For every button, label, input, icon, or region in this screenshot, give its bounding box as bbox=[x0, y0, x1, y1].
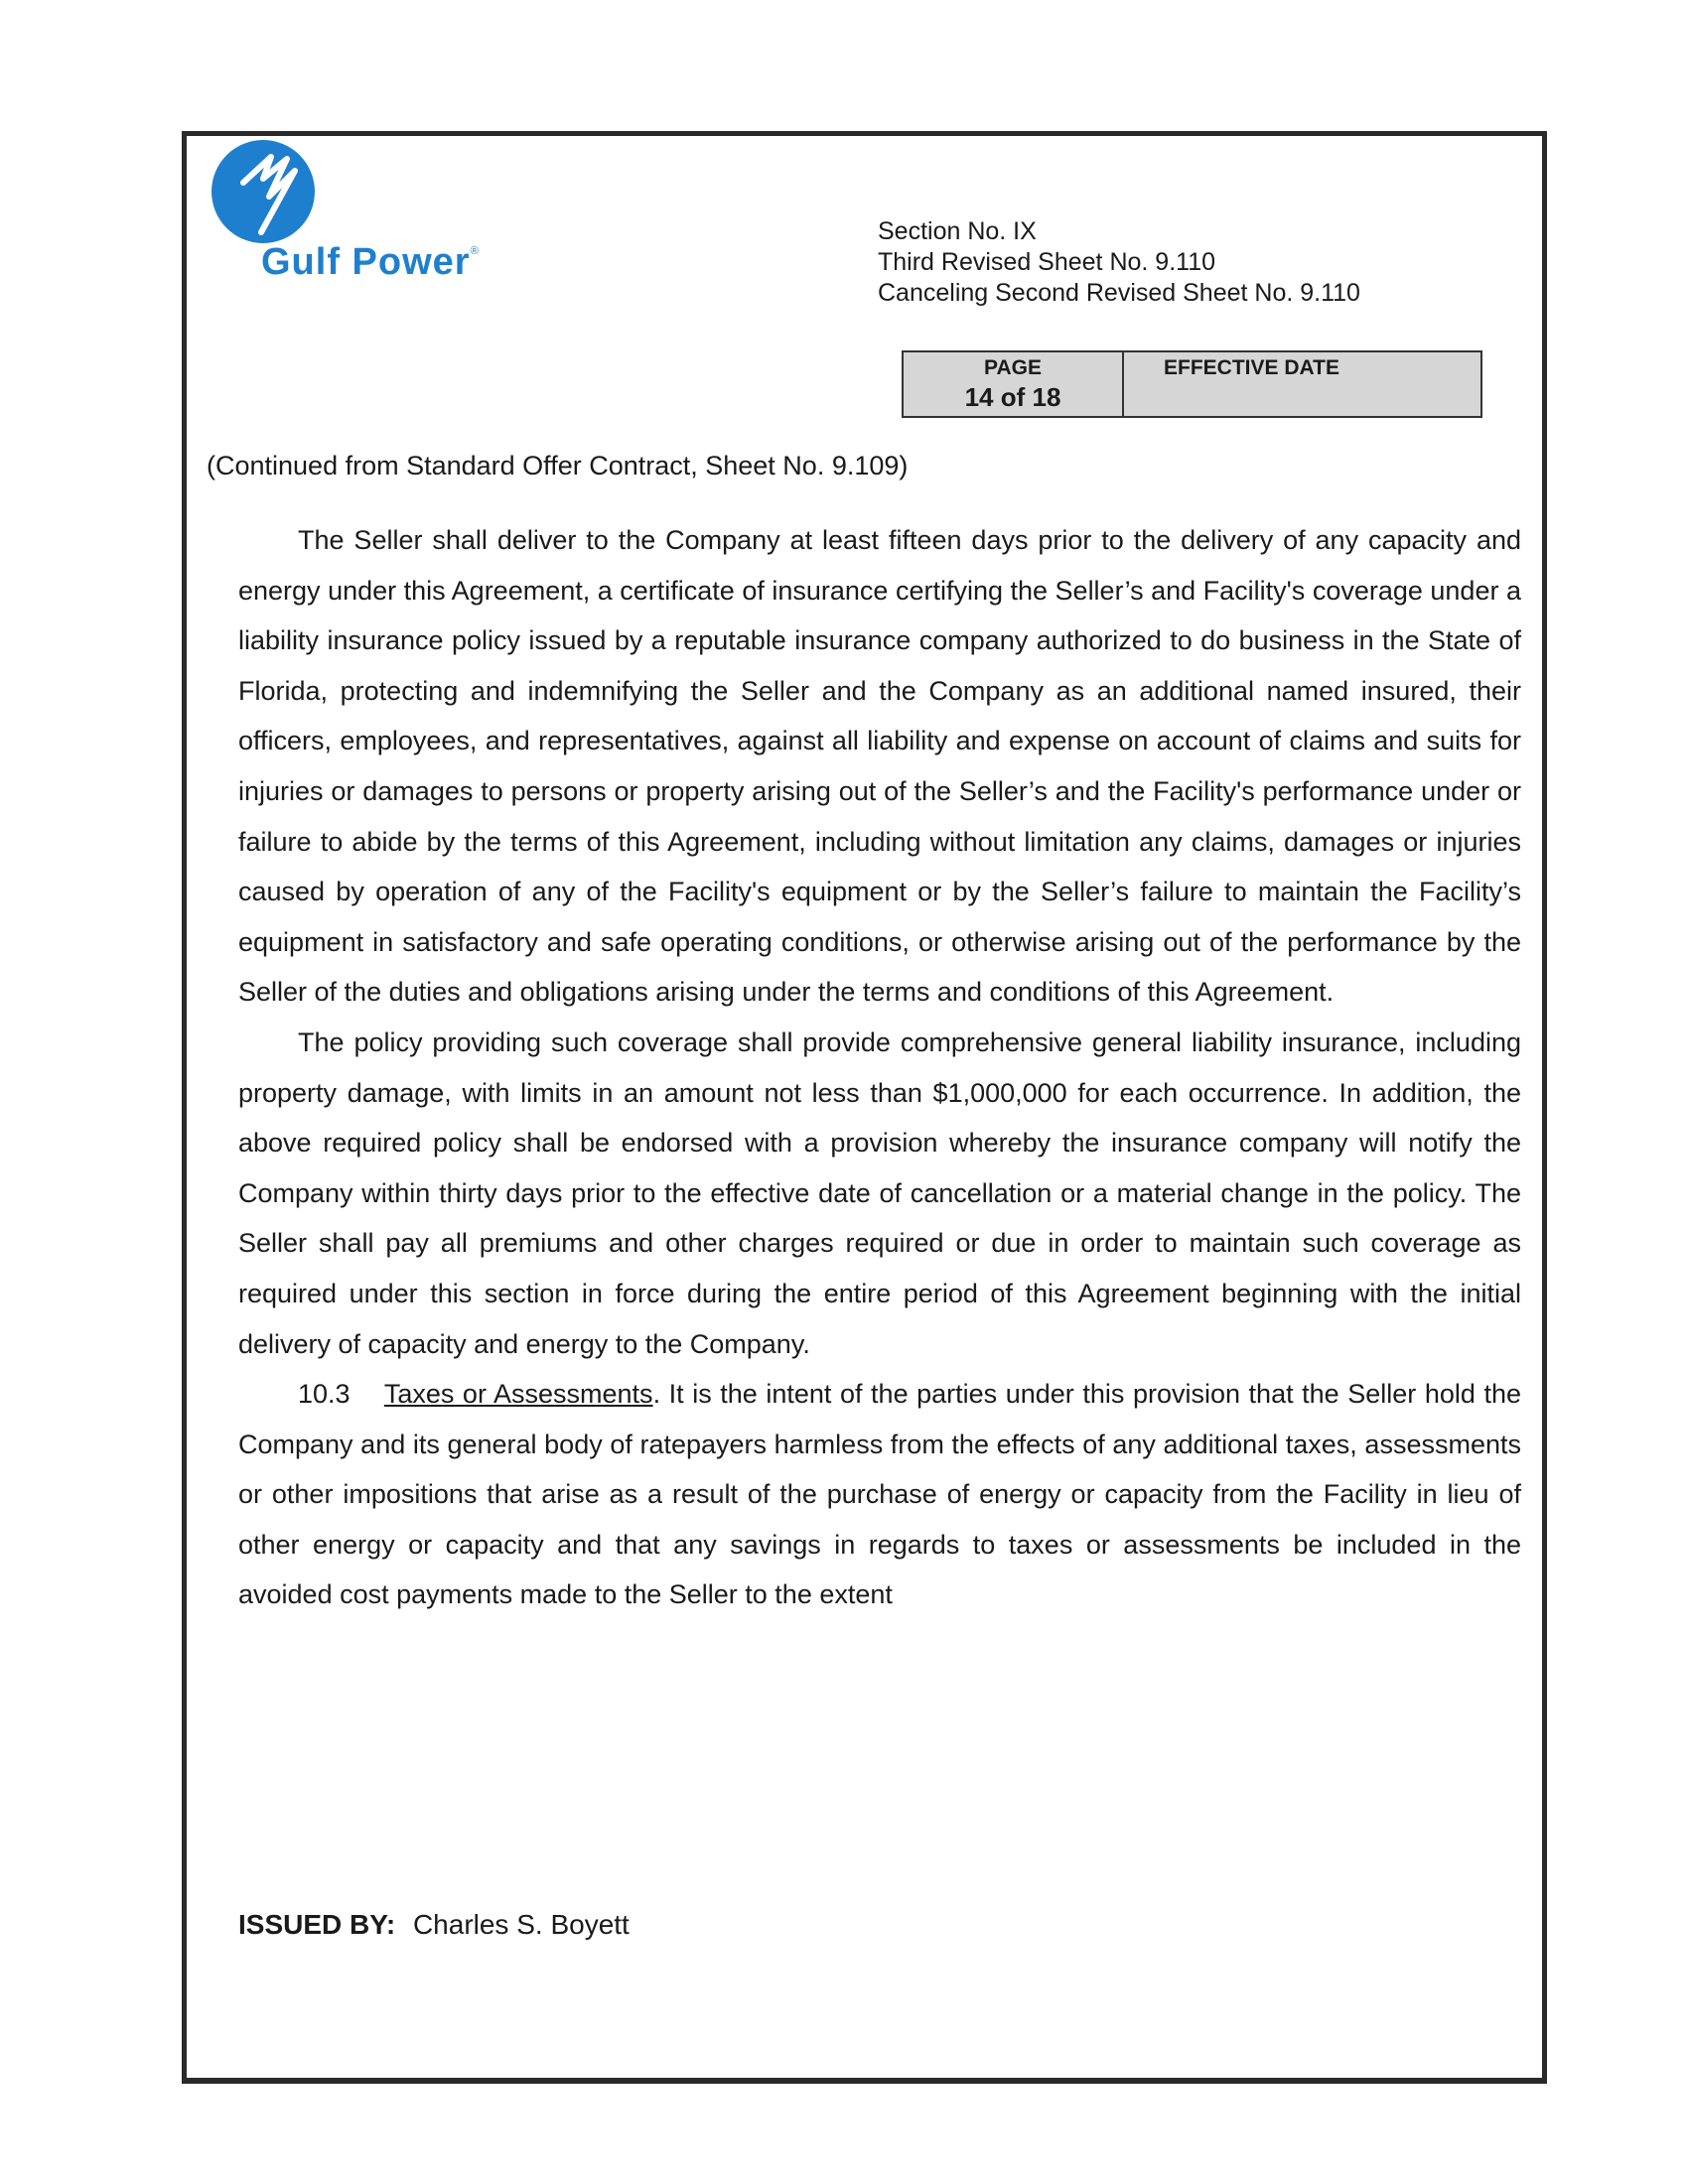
contract-body bbox=[238, 515, 1521, 1620]
effective-date-cell bbox=[1124, 352, 1480, 416]
section-number: Section No. IX bbox=[878, 217, 1037, 245]
gulf-power-logo-icon bbox=[204, 137, 323, 244]
page-cell bbox=[904, 352, 1124, 416]
section-number-10-3: 10.3 bbox=[298, 1379, 351, 1410]
paragraph-policy-coverage: The policy providing such coverage shall provide comprehensive general liability insurance, including property damage, with limits in an amount not less than $1,000,000 for each occurrence. In addition, the above required policy shall be endorsed with a provision whereby the insurance company will notify the Company within thirty days prior to the effective date of cancellation or a material change in the policy. The Seller shall pay all premiums and other charges required or due in order to maintain such coverage as required under this section in force during the entire period of this Agreement beginning with the initial delivery of capacity and energy to the Company. bbox=[238, 1026, 1521, 1359]
paragraph-taxes-text: . It is the intent of the parties under this provision that the Seller hold the Company and its general body of ratepayers harmless from the effects of any additional taxes, assessments or other impositions that arise as a result of the purchase of energy or capacity from the Facility in lieu of other energy or capacity and that any savings in regards to taxes or assessments be included in the avoided cost payments made to the Seller to the extent bbox=[238, 1379, 1521, 1610]
page-label: PAGE bbox=[984, 356, 1042, 379]
page-number: 14 of 18 bbox=[964, 382, 1061, 412]
page-effective-table bbox=[902, 350, 1482, 418]
sheet-info bbox=[878, 216, 1360, 309]
continued-note: (Continued from Standard Offer Contract, Sheet No. 9.109) bbox=[207, 451, 909, 480]
issued-by-label: ISSUED BY: bbox=[238, 1909, 396, 1940]
company-name: Gulf Power® bbox=[261, 241, 480, 283]
revised-sheet: Third Revised Sheet No. 9.110 bbox=[878, 248, 1216, 276]
paragraph-insurance-certificate: The Seller shall deliver to the Company at least fifteen days prior to the delivery of any capacity and energy under this Agreement, a certificate of insurance certifying the Seller’s and Facility's coverage under a liability insurance policy issued by a reputable insurance company authorized to do business in the State of Florida, protecting and indemnifying the Seller and the Company as an additional named insured, their officers, employees, and representatives, against all liability and expense on account of claims and suits for injuries or damages to persons or property arising out of the Seller’s and the Facility's performance under or failure to abide by the terms of this Agreement, including without limitation any claims, damages or injuries caused by operation of any of the Facility's equipment or by the Seller’s failure to maintain the Facility’s equipment in satisfactory and safe operating conditions, or otherwise arising out of the performance by the Seller of the duties and obligations arising under the terms and conditions of this Agreement. bbox=[238, 525, 1521, 1008]
effective-date-label: EFFECTIVE DATE bbox=[1164, 356, 1339, 379]
paragraph-taxes bbox=[238, 1369, 1521, 1620]
issued-by-name: Charles S. Boyett bbox=[412, 1909, 630, 1940]
issued-by bbox=[238, 1909, 630, 1941]
canceling-sheet: Canceling Second Revised Sheet No. 9.110 bbox=[878, 279, 1360, 307]
section-title-taxes: Taxes or Assessments bbox=[383, 1379, 653, 1410]
